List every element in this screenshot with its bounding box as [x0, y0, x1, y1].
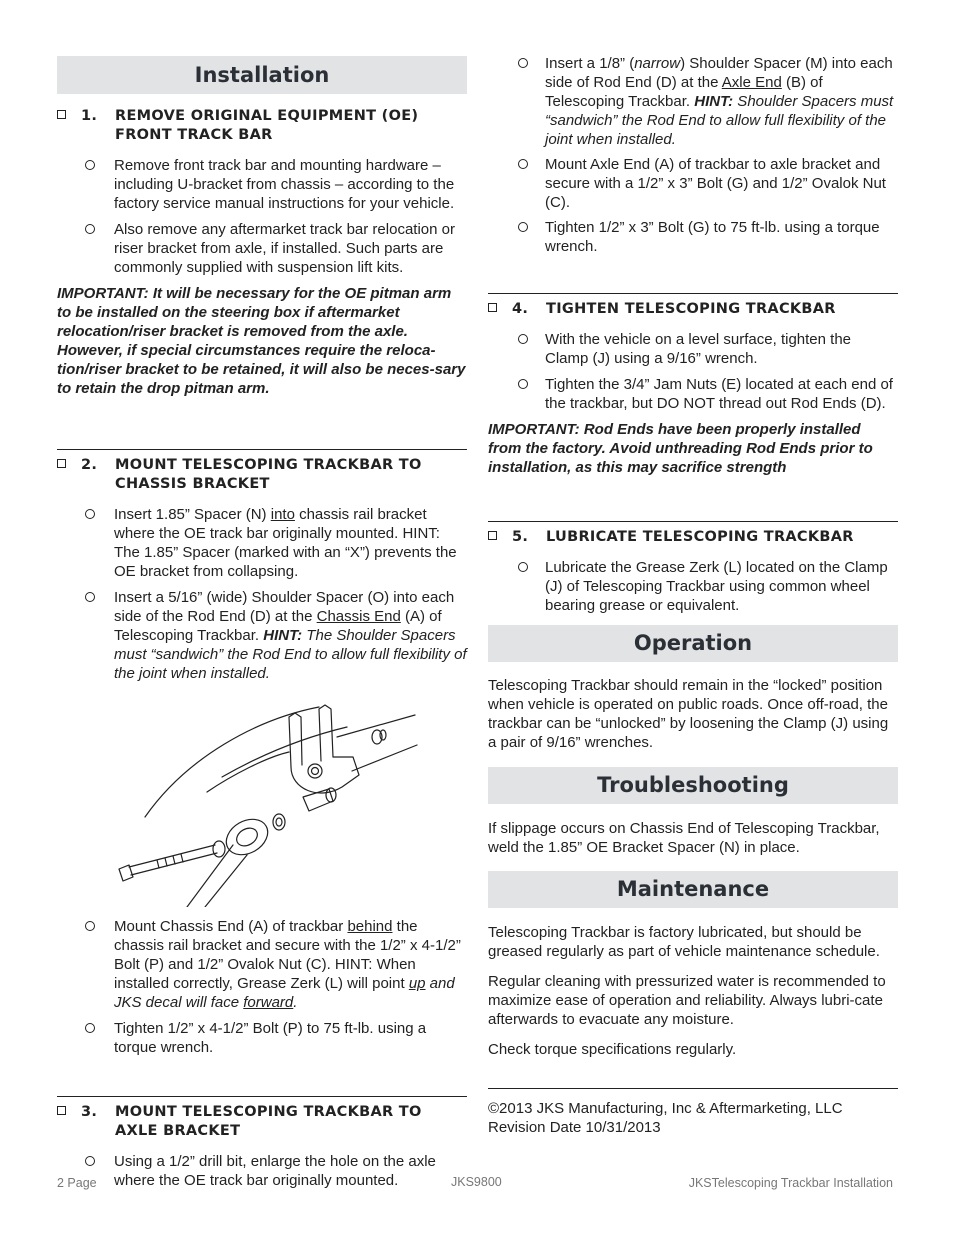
list-item: Insert 1.85” Spacer (N) into chassis rail bracket where the OE track bar originally mounted. HINT: The 1.85” Spacer (marked with an “X”) prevents the OE bracket from collapsing. — [57, 505, 467, 581]
copyright: ©2013 JKS Manufacturing, Inc & Aftermarketing, LLC — [488, 1100, 843, 1117]
frame-rail-edge — [145, 707, 319, 817]
bracket-hole — [308, 764, 322, 778]
rod-end-eye-inner — [233, 825, 260, 850]
step-number: 2. — [81, 457, 98, 473]
operation-text: Telescoping Trackbar should remain in the “locked” position when vehicle is operated on public roads. Once off-road, the trackbar can be “unlocked” by loosening the Clamp (J) using a pair of 9/16” wrenches. — [488, 677, 889, 751]
list-item: Mount Axle End (A) of trackbar to axle bracket and secure with a 1/2” x 3” Bolt (G) and 1/2” Ovalok Nut (C). — [488, 155, 898, 212]
checkbox-icon[interactable] — [488, 303, 497, 312]
bullet-circle-icon — [85, 224, 95, 234]
bullet-circle-icon — [518, 58, 528, 68]
shoulder-spacer — [276, 818, 282, 826]
operation-heading: Operation — [488, 625, 898, 662]
axle-tube-end — [380, 730, 386, 740]
step-5-heading — [488, 528, 898, 547]
important-note: IMPORTANT: It will be necessary for the OE pitman arm to be installed on the steering box if aftermarket relocation/riser bracket is removed from the axle. However, if special circumstances require the reloca-tion/riser bracket to be retained, it will also be neces-sary to retain the drop pitman arm. — [57, 285, 466, 397]
checkbox-icon[interactable] — [57, 459, 66, 468]
list-item: Also remove any aftermarket track bar relocation or riser bracket from axle, if installed. Such parts are commonly supplied with suspension lift kits. — [57, 220, 467, 277]
left-column — [57, 56, 467, 1190]
step-1-heading — [57, 107, 467, 145]
bullet-circle-icon — [518, 334, 528, 344]
installation-heading: Installation — [57, 56, 467, 94]
divider — [488, 1088, 898, 1089]
page-number: 2 Page — [57, 1176, 97, 1190]
trackbar-installation-diagram — [57, 697, 467, 907]
shoulder-spacer — [213, 841, 225, 857]
bracket-hole — [312, 768, 319, 775]
step-4-heading — [488, 300, 898, 319]
maintenance-paragraph: Telescoping Trackbar is factory lubricated, but should be greased regularly as part of vehicle maintenance schedule. — [488, 924, 880, 960]
bullet-circle-icon — [85, 1023, 95, 1033]
checkbox-icon[interactable] — [488, 531, 497, 540]
bullet-circle-icon — [85, 921, 95, 931]
bullet-circle-icon — [85, 592, 95, 602]
list-item: Tighten 1/2” x 3” Bolt (G) to 75 ft-lb. using a torque wrench. — [488, 218, 898, 256]
bullet-circle-icon — [518, 562, 528, 572]
bolt-shaft — [129, 845, 217, 875]
u-bracket — [291, 757, 359, 793]
step-title: MOUNT TELESCOPING TRACKBAR TO AXLE BRACKET — [115, 1104, 422, 1139]
list-item: Lubricate the Grease Zerk (L) located on the Clamp (J) of Telescoping Trackbar using common wheel bearing grease or equivalent. — [488, 558, 898, 615]
document-title: JKSTelescoping Trackbar Installation — [688, 1176, 893, 1190]
step-number: 4. — [512, 301, 529, 317]
bullet-circle-icon — [85, 1156, 95, 1166]
bullet-circle-icon — [518, 159, 528, 169]
rod-end-eye — [220, 812, 274, 862]
bullet-circle-icon — [518, 379, 528, 389]
maintenance-heading: Maintenance — [488, 871, 898, 908]
step-title: LUBRICATE TELESCOPING TRACKBAR — [546, 529, 854, 545]
list-item: With the vehicle on a level surface, tighten the Clamp (J) using a 9/16” wrench. — [488, 330, 898, 368]
maintenance-paragraph: Check torque specifications regularly. — [488, 1041, 737, 1058]
list-item: Insert a 1/8” (narrow) Shoulder Spacer (M) into each side of Rod End (D) at the Axle End (B) of Telescoping Trackbar. HINT: Shoulder Spacers must “sandwich” the Rod End to allow full flexibility of the joint when installed. — [488, 54, 898, 149]
list-item: Tighten 1/2” x 4-1/2” Bolt (P) to 75 ft-lb. using a torque wrench. — [57, 1019, 467, 1057]
step-title: MOUNT TELESCOPING TRACKBAR TO CHASSIS BRACKET — [115, 457, 422, 492]
shoulder-spacer — [273, 814, 285, 830]
document-code: JKS9800 — [451, 1175, 502, 1189]
divider — [488, 293, 898, 294]
step-3-heading — [57, 1103, 467, 1141]
important-note: IMPORTANT: Rod Ends have been properly installed from the factory. Avoid unthreading Rod Ends prior to installation, as this may sacrifice strength — [488, 421, 873, 476]
step-2-heading — [57, 456, 467, 494]
right-column — [488, 50, 898, 1137]
frame-rail-edge — [207, 752, 289, 792]
step-number: 1. — [81, 108, 98, 124]
bullet-circle-icon — [85, 160, 95, 170]
maintenance-paragraph: Regular cleaning with pressurized water is recommended to maximize ease of operation and reliability. Always lubri-cate afterwards to evacuate any moisture. — [488, 973, 886, 1028]
list-item: Tighten the 3/4” Jam Nuts (E) located at each end of the trackbar, but DO NOT thread out Rod Ends (D). — [488, 375, 898, 413]
divider — [57, 449, 467, 450]
checkbox-icon[interactable] — [57, 110, 66, 119]
step-title: TIGHTEN TELESCOPING TRACKBAR — [546, 301, 836, 317]
list-item: Insert a 5/16” (wide) Shoulder Spacer (O) into each side of the Rod End (D) at the Chassis End (A) of Telescoping Trackbar. HINT: The Shoulder Spacers must “sandwich” the Rod End to allow full flexibility of the joint when installed. — [57, 588, 467, 683]
bolt-head — [119, 865, 133, 881]
bullet-circle-icon — [85, 509, 95, 519]
list-item: Remove front track bar and mounting hardware – including U-bracket from chassis – according to the factory service manual instructions for your vehicle. — [57, 156, 467, 213]
axle-tube — [337, 715, 417, 771]
step-title: REMOVE ORIGINAL EQUIPMENT (OE) FRONT TRACK BAR — [115, 108, 419, 143]
u-bracket — [289, 713, 302, 767]
step-number: 5. — [512, 529, 529, 545]
revision-date: Revision Date 10/31/2013 — [488, 1119, 661, 1136]
bullet-circle-icon — [518, 222, 528, 232]
troubleshooting-heading: Troubleshooting — [488, 767, 898, 804]
list-item: Using a 1/2” drill bit, enlarge the hole on the axle where the OE track bar originally mounted. — [57, 1152, 467, 1190]
list-item: Mount Chassis End (A) of trackbar behind the chassis rail bracket and secure with the 1/2” x 4-1/2” Bolt (P) and 1/2” Ovalok Nut (C). HINT: When installed correctly, Grease Zerk (L) will point up and JKS decal will face forward. — [57, 917, 467, 1012]
checkbox-icon[interactable] — [57, 1106, 66, 1115]
divider — [57, 1096, 467, 1097]
troubleshooting-text: If slippage occurs on Chassis End of Telescoping Trackbar, weld the 1.85” OE Bracket Spacer (N) in place. — [488, 820, 880, 856]
step-number: 3. — [81, 1104, 98, 1120]
divider — [488, 521, 898, 522]
